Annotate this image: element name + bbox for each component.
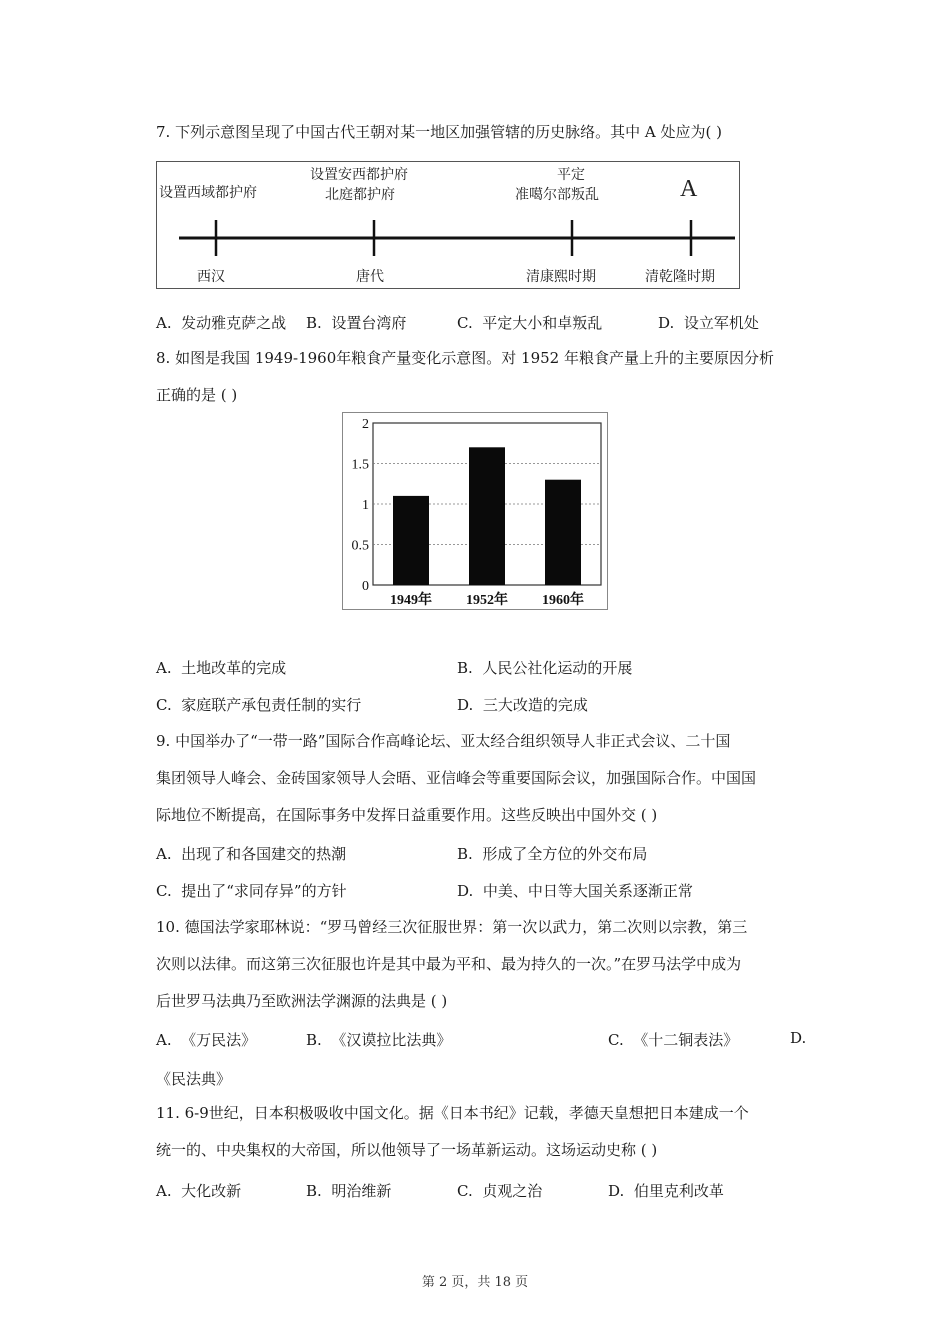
option-text: 提出了“求同存异”的方针 bbox=[181, 882, 347, 900]
y-tick-label: 1.5 bbox=[351, 457, 369, 473]
q10-stem-line-3: 后世罗马法典乃至欧洲法学渊源的法典是 ( ) bbox=[156, 992, 448, 1010]
option-key: A. bbox=[156, 1031, 172, 1049]
option-key: A. bbox=[156, 314, 172, 332]
timeline-event-3-below: 清康熙时期 bbox=[526, 269, 596, 285]
option-key: B. bbox=[457, 659, 473, 677]
option-key: C. bbox=[457, 314, 473, 332]
timeline-event-1-below: 西汉 bbox=[197, 269, 225, 285]
option-text: 平定大小和卓叛乱 bbox=[482, 314, 603, 332]
q10-option-b[interactable] bbox=[306, 1029, 451, 1050]
q11-stem-line-1: 11. 6-9世纪，日本积极吸收中国文化。据《日本书纪》记载，孝德天皇想把日本建成一个 bbox=[156, 1104, 749, 1122]
y-tick-label: 0.5 bbox=[351, 538, 369, 554]
option-text: 三大改造的完成 bbox=[482, 696, 588, 714]
q10-option-d-key[interactable]: D. bbox=[790, 1029, 807, 1047]
q8-stem-line-1: 8. 如图是我国 1949-1960年粮食产量变化示意图。对 1952 年粮食产量上升的主要原因分析 bbox=[156, 349, 774, 367]
q9-option-a[interactable] bbox=[156, 843, 346, 864]
option-text: 明治维新 bbox=[331, 1182, 392, 1200]
q10-option-c[interactable] bbox=[608, 1029, 738, 1050]
option-text: 《汉谟拉比法典》 bbox=[331, 1031, 452, 1049]
option-key: A. bbox=[156, 659, 172, 677]
option-key: C. bbox=[156, 882, 172, 900]
option-key: B. bbox=[457, 845, 473, 863]
timeline-event-4-below: 清乾隆时期 bbox=[645, 269, 715, 285]
q9-option-c[interactable] bbox=[156, 880, 347, 901]
q9-stem-line-3: 际地位不断提高，在国际事务中发挥日益重要作用。这些反映出中国外交 ( ) bbox=[156, 806, 658, 824]
q11-option-c[interactable] bbox=[457, 1180, 542, 1201]
option-key: B. bbox=[306, 1031, 322, 1049]
q9-stem-line-1: 9. 中国举办了“一带一路”国际合作高峰论坛、亚太经合组织领导人非正式会议、二十国 bbox=[156, 732, 731, 750]
q8-option-a[interactable] bbox=[156, 657, 286, 678]
timeline-event-3-above-1: 平定 bbox=[557, 167, 585, 183]
x-tick-label: 1960年 bbox=[542, 593, 584, 608]
timeline-event-3-above-2: 准噶尔部叛乱 bbox=[515, 187, 599, 203]
timeline-event-1-above: 设置西域都护府 bbox=[159, 185, 257, 201]
q8-option-d[interactable] bbox=[457, 694, 588, 715]
option-text: 《十二铜表法》 bbox=[633, 1031, 739, 1049]
q11-stem-line-2: 统一的、中央集权的大帝国，所以他领导了一场革新运动。这场运动史称 ( ) bbox=[156, 1141, 658, 1159]
option-text: 形成了全方位的外交布局 bbox=[482, 845, 648, 863]
option-text: 《万民法》 bbox=[181, 1031, 257, 1049]
q7-option-d[interactable] bbox=[658, 312, 759, 333]
q8-stem-line-2: 正确的是 ( ) bbox=[156, 386, 238, 404]
x-tick-label: 1949年 bbox=[390, 593, 432, 608]
option-key: D. bbox=[457, 696, 474, 714]
x-tick-label: 1952年 bbox=[466, 593, 508, 608]
q9-option-b[interactable] bbox=[457, 843, 647, 864]
option-text: 大化改新 bbox=[181, 1182, 242, 1200]
q7-option-a[interactable] bbox=[156, 312, 286, 333]
q10-option-a[interactable] bbox=[156, 1029, 256, 1050]
grain-output-chart bbox=[342, 412, 608, 610]
option-key: C. bbox=[156, 696, 172, 714]
timeline-event-4-above: A bbox=[680, 176, 698, 202]
q9-option-d[interactable] bbox=[457, 880, 693, 901]
q10-stem-line-2: 次则以法律。而这第三次征服也许是其中最为平和、最为持久的一次。”在罗马法学中成为 bbox=[156, 955, 742, 973]
q11-option-d[interactable] bbox=[608, 1180, 724, 1201]
bar-chart-svg bbox=[343, 413, 607, 609]
q10-stem-line-1: 10. 德国法学家耶林说：“罗马曾经三次征服世界：第一次以武力，第二次则以宗教，第三 bbox=[156, 918, 748, 936]
option-text: 设置台湾府 bbox=[331, 314, 407, 332]
option-key: C. bbox=[608, 1031, 624, 1049]
q10-option-d-text[interactable]: 《民法典》 bbox=[156, 1070, 232, 1088]
option-key: B. bbox=[306, 1182, 322, 1200]
q9-stem-line-2: 集团领导人峰会、金砖国家领导人会晤、亚信峰会等重要国际会议，加强国际合作。中国国 bbox=[156, 769, 757, 787]
option-text: 伯里克利改革 bbox=[633, 1182, 724, 1200]
q7-stem: 7. 下列示意图呈现了中国古代王朝对某一地区加强管辖的历史脉络。其中 A 处应为( ) bbox=[156, 123, 722, 141]
option-text: 发动雅克萨之战 bbox=[181, 314, 287, 332]
q8-option-b[interactable] bbox=[457, 657, 632, 678]
bar bbox=[469, 447, 505, 585]
bar bbox=[393, 496, 429, 585]
option-text: 贞观之治 bbox=[482, 1182, 543, 1200]
option-text: 家庭联产承包责任制的实行 bbox=[181, 696, 362, 714]
bar bbox=[545, 480, 581, 585]
q11-option-b[interactable] bbox=[306, 1180, 391, 1201]
option-key: A. bbox=[156, 1182, 172, 1200]
option-key: D. bbox=[457, 882, 474, 900]
timeline-figure bbox=[156, 161, 740, 289]
option-text: 人民公社化运动的开展 bbox=[482, 659, 633, 677]
page-footer: 第 2 页，共 18 页 bbox=[421, 1275, 529, 1290]
option-key: D. bbox=[658, 314, 675, 332]
option-key: B. bbox=[306, 314, 322, 332]
y-tick-label: 1 bbox=[362, 498, 369, 513]
y-tick-label: 2 bbox=[362, 417, 369, 432]
option-key: D. bbox=[608, 1182, 625, 1200]
option-text: 设立军机处 bbox=[683, 314, 759, 332]
timeline-event-2-below: 唐代 bbox=[356, 269, 384, 285]
option-key: C. bbox=[457, 1182, 473, 1200]
q8-option-c[interactable] bbox=[156, 694, 361, 715]
option-text: 中美、中日等大国关系逐渐正常 bbox=[482, 882, 693, 900]
q7-option-c[interactable] bbox=[457, 312, 602, 333]
option-text: 土地改革的完成 bbox=[181, 659, 287, 677]
timeline-event-2-above-1: 设置安西都护府 bbox=[310, 167, 408, 183]
q7-option-b[interactable] bbox=[306, 312, 406, 333]
option-text: 出现了和各国建交的热潮 bbox=[181, 845, 347, 863]
y-tick-label: 0 bbox=[362, 579, 369, 594]
q11-option-a[interactable] bbox=[156, 1180, 241, 1201]
timeline-event-2-above-2: 北庭都护府 bbox=[325, 187, 395, 203]
option-key: A. bbox=[156, 845, 172, 863]
